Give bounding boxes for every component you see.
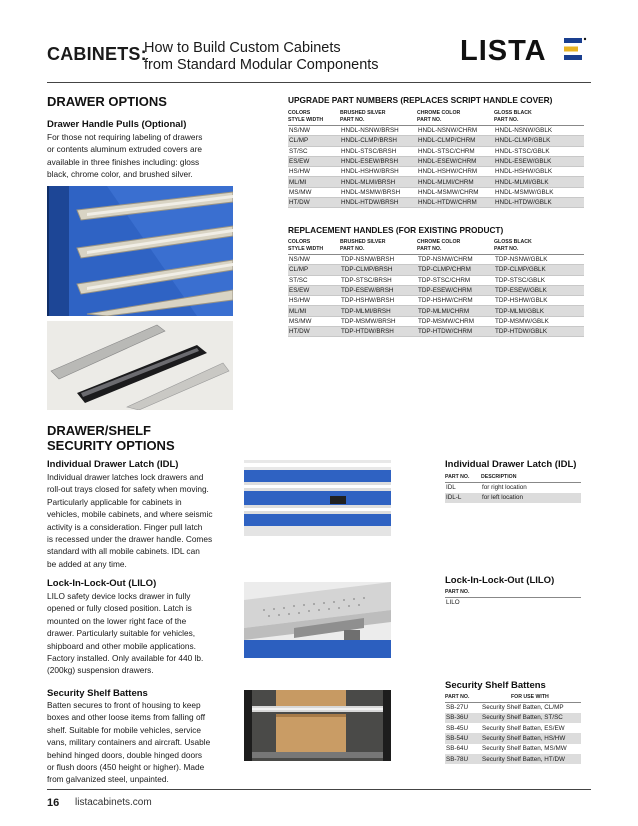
upgrade-table-title: UPGRADE PART NUMBERS (REPLACES SCRIPT HANDLE COVER)	[288, 95, 553, 105]
section-title: CABINETS:	[47, 44, 147, 64]
col-header: CHROME COLOR PART NO.	[417, 110, 494, 126]
battens-title: Security Shelf Battens	[47, 688, 148, 699]
handle-pulls-title: Drawer Handle Pulls (Optional)	[47, 119, 187, 130]
col-header: COLORS STYLE WIDTH	[288, 239, 340, 255]
cabinet-handles-photo	[47, 186, 233, 316]
table-row: MS/MW HNDL-MSMW/BRSH HNDL-MSMW/CHRM HNDL-MSMW/GBLK	[288, 187, 584, 197]
table-row: HT/DW TDP-HTDW/BRSH TDP-HTDW/CHRM TDP-HTDW/GBLK	[288, 327, 584, 337]
idl-table-title: Individual Drawer Latch (IDL)	[445, 459, 577, 470]
table-row: SB-27U Security Shelf Batten, CL/MP	[446, 704, 564, 712]
lilo-photo	[244, 582, 391, 658]
table-row: SB-36U Security Shelf Batten, ST/SC	[445, 713, 581, 723]
battens-table-title: Security Shelf Battens	[445, 680, 546, 691]
lilo-text: LILO safety device locks drawer in fully opened or fully closed position. Latch is mounted on the lower right face of the drawer. Particularly suitable for vehicles, shipboard and other mobile applications. Factory installed. Only available for 440 lb. (200kg) suspension drawers.	[47, 591, 204, 676]
lilo-parts-table: PART NO. LILO	[445, 589, 581, 608]
page-number: 16	[47, 797, 60, 809]
table-row: CL/MP HNDL-CLMP/BRSH HNDL-CLMP/CHRM HNDL-CLMP/GBLK	[288, 136, 584, 146]
idl-photo	[244, 460, 391, 536]
table-row: SB-54U Security Shelf Batten, HS/HW	[445, 733, 581, 743]
table-row: SB-78U Security Shelf Batten, HT/DW	[445, 754, 581, 764]
table-row: ES/EW TDP-ESEW/BRSH TDP-ESEW/CHRM TDP-ESEW/GBLK	[288, 285, 584, 295]
table-row: ST/SC TDP-STSC/BRSH TDP-STSC/CHRM TDP-STSC/GBLK	[288, 275, 584, 285]
idl-parts-table: PART NO. DESCRIPTION IDL for right location IDL-L for left location	[445, 474, 581, 503]
table-row: SB-45U Security Shelf Batten, ES/EW	[446, 724, 565, 732]
col-header: BRUSHED SILVER PART NO.	[340, 110, 417, 126]
battens-photo	[244, 690, 391, 761]
subtitle-line-1: How to Build Custom Cabinets	[144, 40, 341, 56]
table-row: MS/MW TDP-MSMW/BRSH TDP-MSMW/CHRM TDP-MSMW/GBLK	[288, 316, 584, 326]
handle-samples-photo	[47, 321, 233, 410]
table-row: IDL-L for left location	[445, 493, 581, 503]
idl-title: Individual Drawer Latch (IDL)	[47, 459, 179, 470]
table-row: ST/SC HNDL-STSC/BRSH HNDL-STSC/CHRM HNDL-STSC/GBLK	[288, 146, 584, 156]
table-row: ML/MI TDP-MLMI/BRSH TDP-MLMI/CHRM TDP-MLMI/GBLK	[288, 306, 584, 316]
table-row: LILO	[446, 599, 460, 607]
col-header: CHROME COLOR PART NO.	[417, 239, 494, 255]
replacement-table-title: REPLACEMENT HANDLES (FOR EXISTING PRODUCT)	[288, 225, 504, 235]
header-divider	[47, 82, 591, 83]
table-row: HS/HW TDP-HSHW/BRSH TDP-HSHW/CHRM TDP-HSHW/GBLK	[288, 296, 584, 306]
table-row: HS/HW HNDL-HSHW/BRSH HNDL-HSHW/CHRM HNDL-HSHW/GBLK	[288, 167, 584, 177]
page-subtitle	[144, 40, 379, 74]
lilo-table-title: Lock-In-Lock-Out (LILO)	[445, 575, 555, 586]
table-row: CL/MP TDP-CLMP/BRSH TDP-CLMP/CHRM TDP-CLMP/GBLK	[288, 265, 584, 275]
battens-text: Batten secures to front of housing to keep boxes and other loose items from falling off shelf. Suitable for mobile vehicles, service vans, military containers and aircraft. Usable behind hinged doors, double hinged doors or flush doors (450 height or higher). Made from galvanized steel, unpainted.	[47, 700, 211, 785]
col-header: GLOSS BLACK PART NO.	[494, 239, 584, 255]
subtitle-line-2: from Standard Modular Components	[144, 57, 379, 73]
idl-text: Individual drawer latches lock drawers and roll-out trays closed for safety when moving. Particularly applicable for cabinets in vehicles, mobile cabinets, and where seismic activity is a consideration. Finger pull latch is recessed under the drawer handle. Comes standard with all mobile cabinets. IDL can be added at any time.	[47, 472, 213, 569]
replacement-parts-table	[288, 239, 584, 337]
table-row: NS/NW TDP-NSNW/BRSH TDP-NSNW/CHRM TDP-NSNW/GBLK	[288, 255, 584, 265]
table-row: ML/MI HNDL-MLMI/BRSH HNDL-MLMI/CHRM HNDL-MLMI/GBLK	[288, 177, 584, 187]
col-header: BRUSHED SILVER PART NO.	[340, 239, 417, 255]
lista-logo	[460, 35, 588, 63]
lilo-title: Lock-In-Lock-Out (LILO)	[47, 578, 157, 589]
upgrade-parts-table	[288, 110, 584, 208]
table-row: IDL for right location	[446, 484, 527, 492]
drawer-options-heading: DRAWER OPTIONS	[47, 94, 167, 109]
website-link[interactable]: listacabinets.com	[75, 797, 152, 808]
table-row: NS/NW HNDL-NSNW/BRSH HNDL-NSNW/CHRM HNDL-NSNW/GBLK	[288, 126, 584, 136]
table-row: HT/DW HNDL-HTDW/BRSH HNDL-HTDW/CHRM HNDL-HTDW/GBLK	[288, 198, 584, 208]
col-header: COLORS STYLE WIDTH	[288, 110, 340, 126]
svg-text:LISTA: LISTA	[460, 35, 547, 63]
table-row: ES/EW HNDL-ESEW/BRSH HNDL-ESEW/CHRM HNDL-ESEW/GBLK	[288, 156, 584, 166]
table-row: SB-64U Security Shelf Batten, MS/MW	[446, 745, 567, 753]
handle-pulls-text: For those not requiring labeling of drawers or contents aluminum extruded covers are available in three finishes including: gloss black, chrome color, and brushed silver.	[47, 132, 203, 180]
col-header: GLOSS BLACK PART NO.	[494, 110, 584, 126]
footer-divider	[47, 789, 591, 790]
security-options-heading: DRAWER/SHELF SECURITY OPTIONS	[47, 423, 175, 453]
battens-parts-table: PART NO. FOR USE WITH SB-27U Security Shelf Batten, CL/MP SB-36U Security Shelf Batten, ST/SC SB-45U Security Shelf Batten, ES/EW SB-54U Security Shelf Batten, HS/HW SB-64U Security Shelf Batten, MS/MW SB-78U Security Shelf Batten, HT/DW	[445, 694, 581, 764]
